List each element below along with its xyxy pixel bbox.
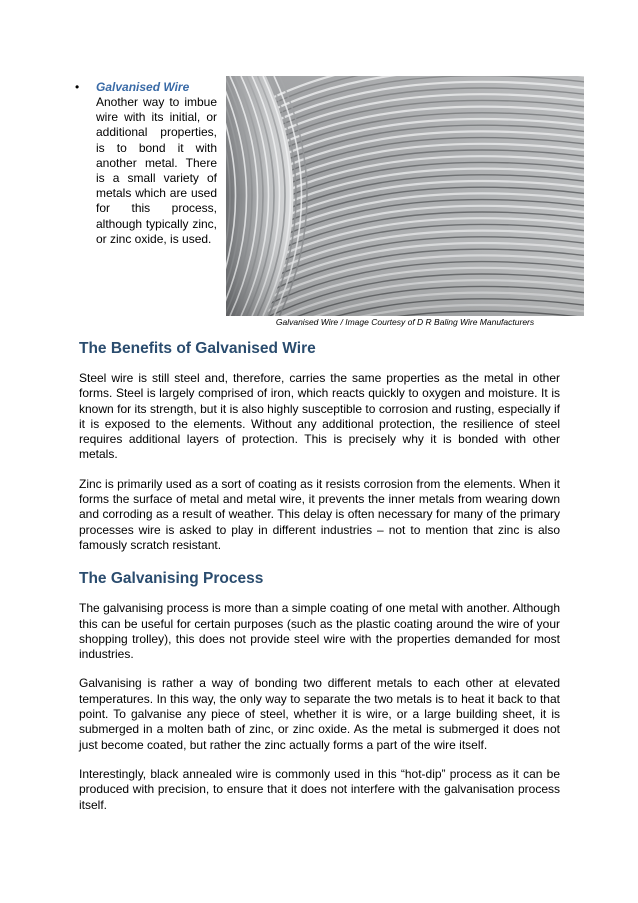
item-text: Another way to imbue wire with its initial, or additional properties, is to bond it with another metal. There is a small variety of metals which are used for this process, although typically zinc, or zinc oxide, is used. xyxy=(96,95,217,246)
section-heading-benefits: The Benefits of Galvanised Wire xyxy=(79,340,316,357)
galvanised-wire-photo xyxy=(226,76,584,316)
paragraph: Galvanising is rather a way of bonding two different metals to each other at elevated temperatures. In this way, the only way to separate the two metals is to heat it back to that point. To galvanise any piece of steel, whether it is wire, or a large building sheet, it is submerged in a molten bath of zinc, or zinc oxide. As the metal is submerged it does not just become coated, but rather the zinc actually forms a part of the wire itself. xyxy=(79,676,560,752)
item-title: Galvanised Wire xyxy=(96,80,190,94)
bullet-item-galvanised-wire xyxy=(75,80,217,247)
section-heading-process: The Galvanising Process xyxy=(79,570,264,588)
paragraph: Zinc is primarily used as a sort of coating as it resists corrosion from the elements. When it forms the surface of metal and metal wire, it prevents the inner metals from wearing down and corroding as a result of weather. This delay is often necessary for many of the primary processes wire is asked to play in different industries – not to mention that zinc is also famously scratch resistant. xyxy=(79,476,560,552)
paragraph: Steel wire is still steel and, therefore, carries the same properties as the metal in other forms. Steel is largely comprised of iron, which reacts quickly to oxygen and moisture. It is known for its strength, but it is also highly susceptible to corrosion and rusting, especially if it is exposed to the elements. Without any additional protection, the resilience of steel requires additional layers of protection. This is precisely why it is bonded with other metals. xyxy=(79,371,560,462)
paragraph: Interestingly, black annealed wire is commonly used in this “hot-dip” process as it can be produced with precision, to ensure that it does not interfere with the galvanisation process itself. xyxy=(79,766,560,812)
paragraph: The galvanising process is more than a simple coating of one metal with another. Although this can be useful for certain purposes (such as the plastic coating around the wire of your shopping trolley), this does not provide steel wire with the properties demanded for most industries. xyxy=(79,601,560,662)
bullet-marker: • xyxy=(75,80,80,94)
main-content xyxy=(79,340,560,827)
image-caption: Galvanised Wire / Image Courtesy of D R Baling Wire Manufacturers xyxy=(275,317,535,327)
